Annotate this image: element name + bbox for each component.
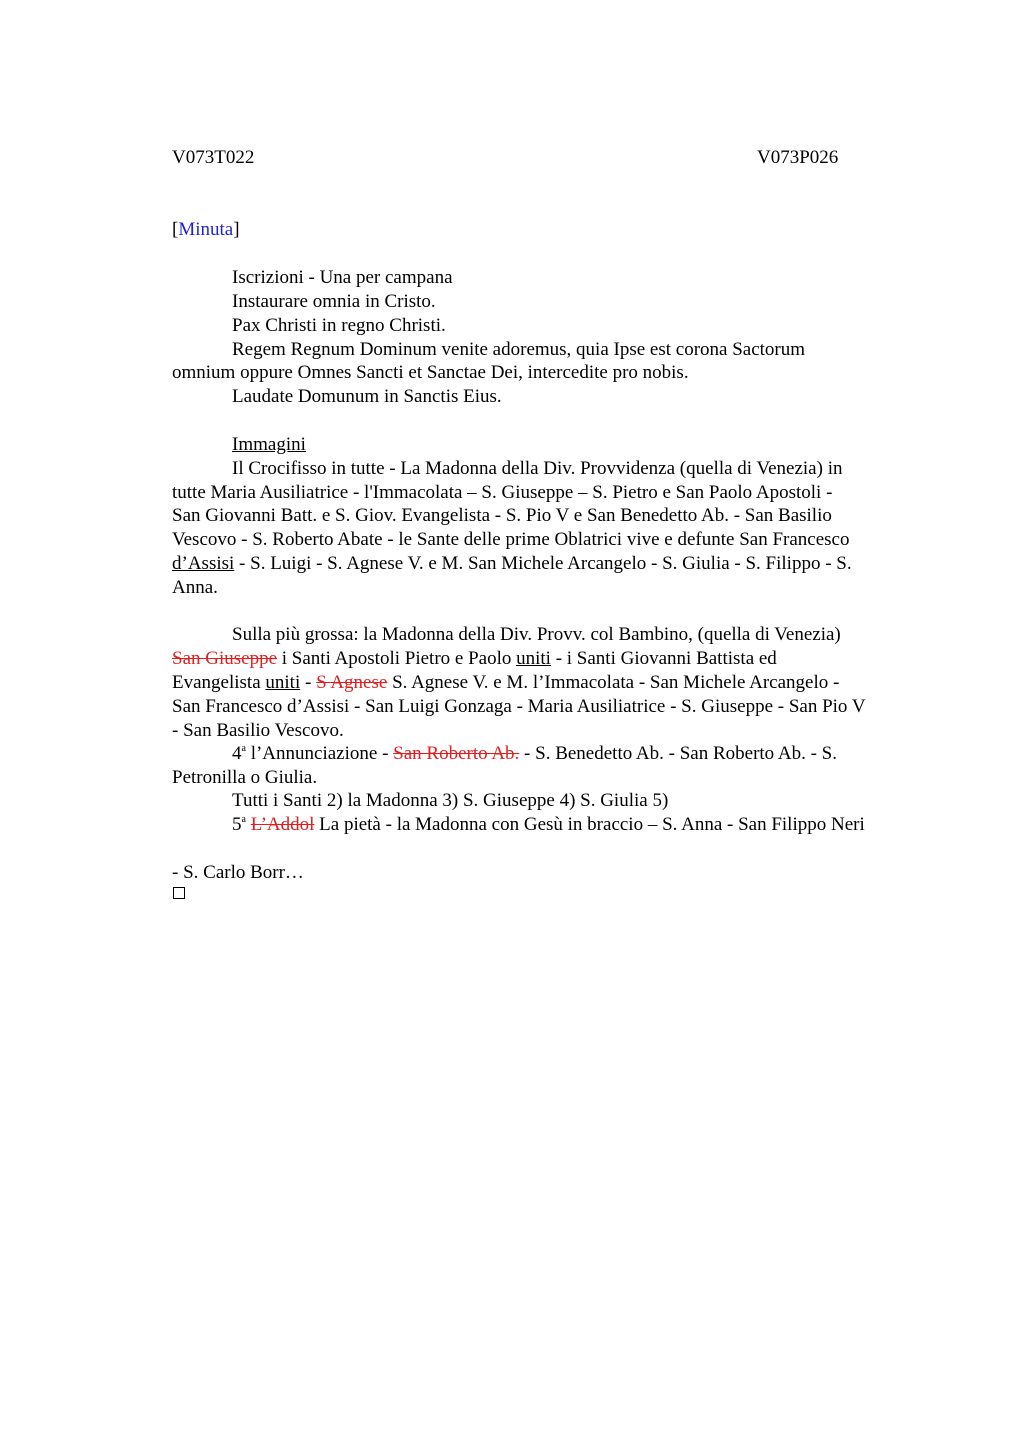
- quarta-end: - S. Benedetto Ab. - San Roberto Ab. - S.: [519, 743, 837, 764]
- quinta-number: 5: [232, 814, 242, 835]
- tutti-line: Tutti i Santi 2) la Madonna 3) S. Giuseppe 4) S. Giulia 5): [232, 790, 669, 811]
- bracket-open: [: [172, 219, 179, 240]
- deleted-addol: L’Addol: [250, 814, 315, 835]
- immagini-line-4: Vescovo - S. Roberto Abate - le Sante delle prime Oblatrici vive e defunte San Francesco: [172, 529, 850, 550]
- sulla-line-3-end: S. Agnese V. e M. l’Immacolata - San Michele Arcangelo -: [387, 672, 840, 693]
- quinta-superscript: a: [241, 813, 246, 825]
- iscrizioni-title: Iscrizioni - Una per campana: [232, 267, 453, 288]
- sulla-line-2: [172, 647, 777, 671]
- iscrizioni-line-2: Pax Christi in regno Christi.: [232, 315, 446, 336]
- immagini-line-3: San Giovanni Batt. e S. Giov. Evangelista - S. Pio V e San Benedetto Ab. - San Basilio: [172, 505, 832, 526]
- iscrizioni-line-3a: Regem Regnum Dominum venite adoremus, quia Ipse est corona Sactorum: [232, 339, 806, 360]
- sulla-line-2-mid: i Santi Apostoli Pietro e Paolo: [277, 648, 517, 669]
- assisi-underlined: d’Assisi: [172, 553, 235, 574]
- iscrizioni-line-4: Laudate Domunum in Sanctis Eius.: [232, 386, 502, 407]
- minuta-label: [172, 218, 240, 242]
- header-left-code: V073T022: [172, 147, 255, 168]
- sulla-line-1: Sulla più grossa: la Madonna della Div. Provv. col Bambino, (quella di Venezia): [232, 624, 841, 645]
- quarta-line-2: Petronilla o Giulia.: [172, 767, 318, 788]
- uniti-underlined-2: uniti: [265, 672, 301, 693]
- deleted-san-roberto: San Roberto Ab.: [393, 743, 520, 764]
- sulla-line-3: [172, 671, 839, 695]
- immagini-line-5-rest: - S. Luigi - S. Agnese V. e M. San Michele Arcangelo - S. Giulia - S. Filippo - S.: [234, 553, 852, 574]
- carlo-line: - S. Carlo Borr…: [172, 862, 304, 883]
- iscrizioni-line-3b: omnium oppure Omnes Sancti et Sanctae Dei, intercedite pro nobis.: [172, 362, 689, 383]
- uniti-underlined-1: uniti: [516, 648, 551, 669]
- bracket-close: ]: [233, 219, 240, 240]
- sulla-line-3-start: Evangelista: [172, 672, 266, 693]
- deleted-s-agnese: S Agnese: [316, 672, 388, 693]
- sulla-line-3-sep: -: [300, 672, 317, 693]
- iscrizioni-line-1: Instaurare omnia in Cristo.: [232, 291, 436, 312]
- immagini-line-1: Il Crocifisso in tutte - La Madonna della Div. Provvidenza (quella di Venezia) in: [232, 458, 843, 479]
- immagini-title: Immagini: [232, 434, 306, 455]
- quarta-line-1: [232, 742, 837, 766]
- sulla-line-2-end: - i Santi Giovanni Battista ed: [550, 648, 777, 669]
- quarta-number: 4: [232, 743, 242, 764]
- deleted-san-giuseppe: San Giuseppe: [172, 648, 278, 669]
- minuta-link[interactable]: Minuta: [178, 219, 234, 240]
- immagini-line-5: [172, 552, 852, 576]
- quinta-end: La pietà - la Madonna con Gesù in braccio – S. Anna - San Filippo Neri: [314, 814, 865, 835]
- quarta-start: l’Annunciazione -: [245, 743, 394, 764]
- quinta-line: [232, 813, 865, 837]
- immagini-line-6: Anna.: [172, 577, 218, 598]
- header-right-code: V073P026: [757, 147, 839, 168]
- quarta-superscript: a: [241, 742, 246, 754]
- sulla-line-4: San Francesco d’Assisi - San Luigi Gonzaga - Maria Ausiliatrice - S. Giuseppe - San Pio V: [172, 696, 866, 717]
- immagini-line-2: tutte Maria Ausiliatrice - l'Immacolata – S. Giuseppe – S. Pietro e San Paolo Apostoli -: [172, 482, 833, 503]
- checkbox-glyph: [173, 887, 185, 899]
- sulla-line-5: - San Basilio Vescovo.: [172, 720, 344, 741]
